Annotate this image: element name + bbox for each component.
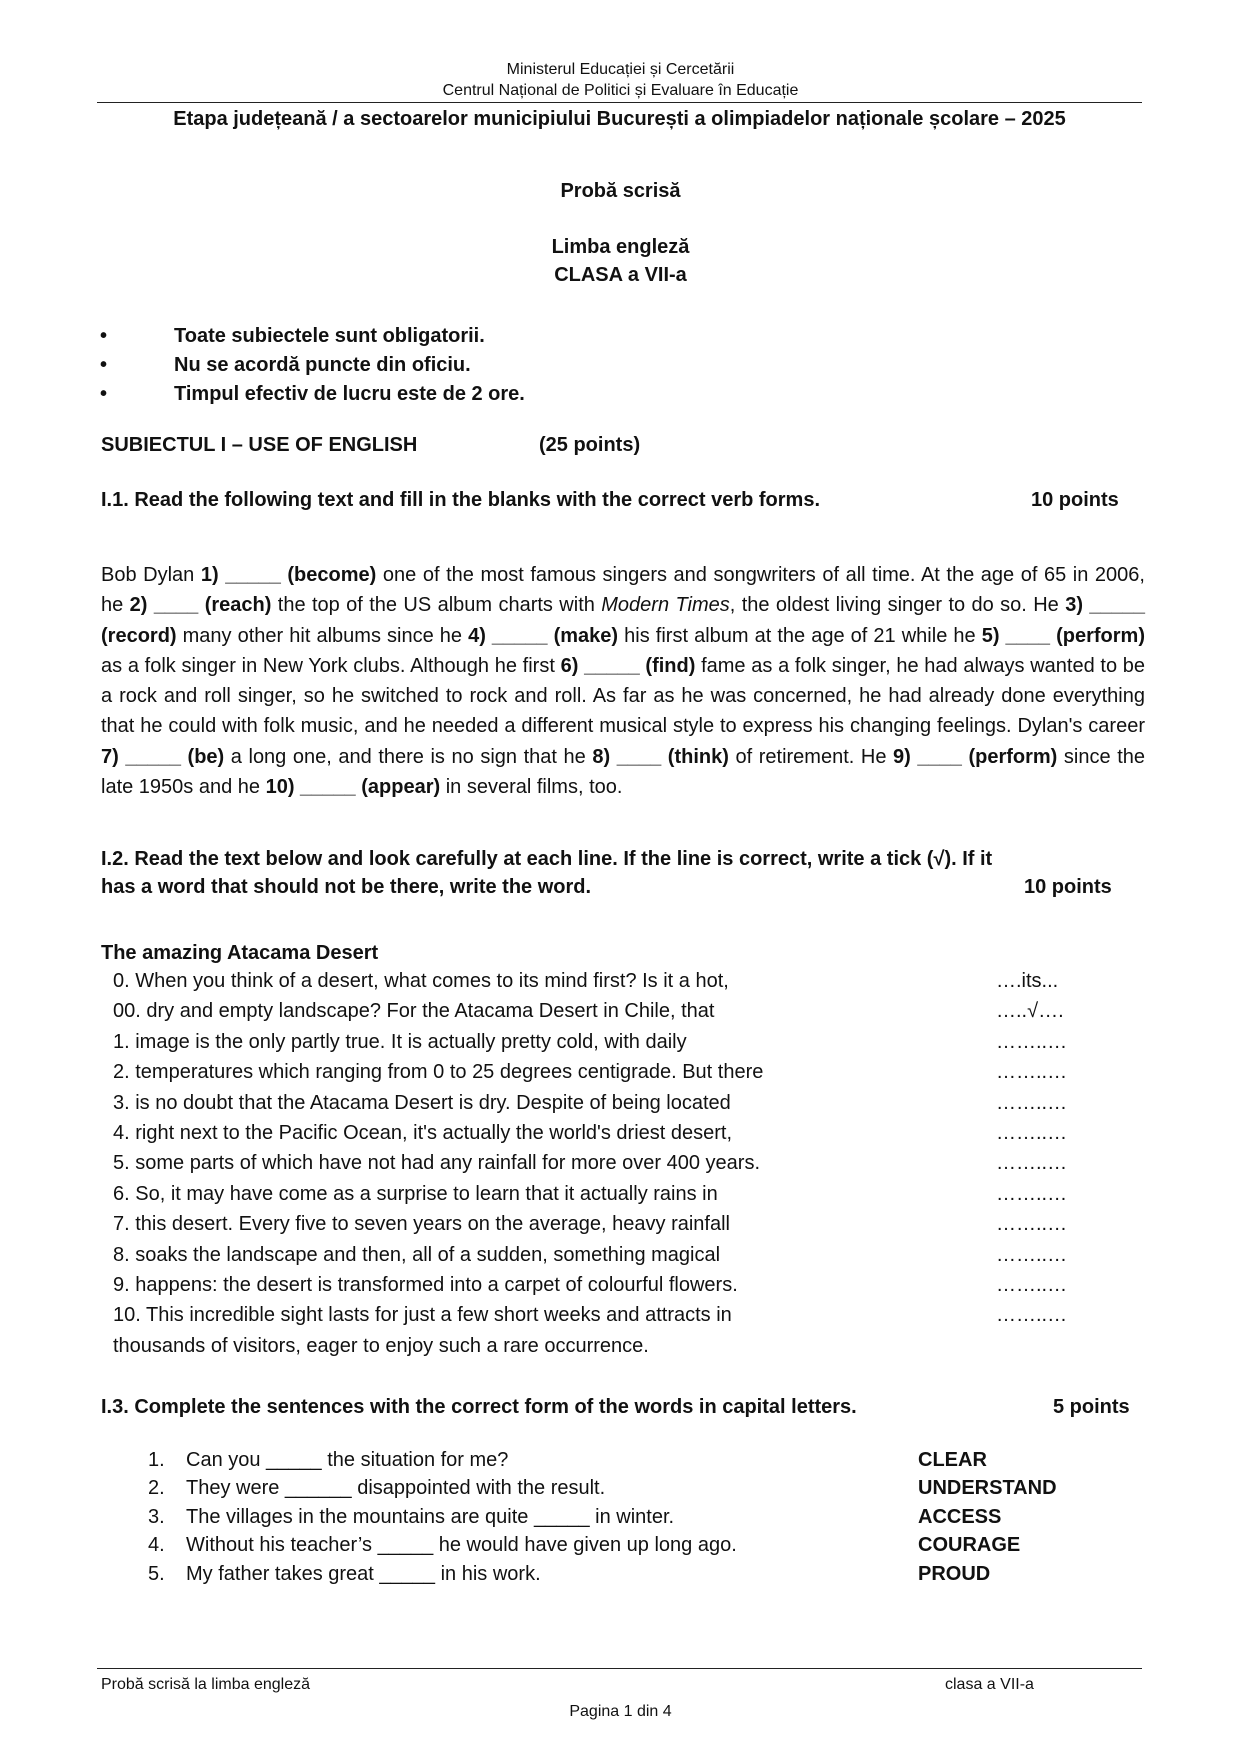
verb-blank[interactable]: 5) ____ (perform) xyxy=(981,624,1146,647)
text-line: 00. dry and empty landscape? For the Atacama Desert in Chile, that …..√…. xyxy=(113,996,1093,1026)
keyword: CLEAR xyxy=(918,1449,987,1471)
verb-blank[interactable]: 10) _____ (appear) xyxy=(265,776,441,799)
ex1-instruction: I.1. Read the following text and fill in the blanks with the correct verb forms. xyxy=(101,489,821,511)
verb-blank[interactable]: 2) ____ (reach) xyxy=(129,594,272,617)
text-segment: his first album at the age of 21 while he xyxy=(618,624,982,647)
text-line: 9. happens: the desert is transformed into a carpet of colourful flowers. ……..… xyxy=(113,1270,1093,1300)
bullet-icon: • xyxy=(100,354,108,376)
ex2-points: 10 points xyxy=(1024,876,1112,898)
ex3-points: 5 points xyxy=(1053,1396,1130,1418)
verb-blank[interactable]: 1) _____ (become) xyxy=(200,564,377,586)
answer-field[interactable]: ……..… xyxy=(996,1061,1068,1084)
sentence-item: 5. My father takes great _____ in his work. PROUD xyxy=(148,1560,1078,1588)
text-segment: in several films, too. xyxy=(440,776,623,799)
answer-field[interactable]: ……..… xyxy=(996,1121,1068,1144)
ex2-instruction-line2: has a word that should not be there, write the word. xyxy=(101,876,592,898)
footer-right: clasa a VII-a xyxy=(945,1676,1034,1693)
answer-field[interactable]: ……..… xyxy=(996,1273,1068,1296)
sentence-item: 2. They were ______ disappointed with the result. UNDERSTAND xyxy=(148,1474,1078,1502)
answer-field[interactable]: ……..… xyxy=(996,1152,1068,1175)
exam-type: Probă scrisă xyxy=(560,180,681,202)
instruction-item: • Timpul efectiv de lucru este de 2 ore. xyxy=(100,383,525,405)
ex2-title: The amazing Atacama Desert xyxy=(101,942,379,964)
text-line-continuation: thousands of visitors, eager to enjoy such a rare occurrence. xyxy=(113,1334,649,1357)
text-line: 1. image is the only partly true. It is actually pretty cold, with daily ……..… xyxy=(113,1027,1093,1057)
keyword: COURAGE xyxy=(918,1534,1021,1557)
section-points: (25 points) xyxy=(539,434,641,456)
text-line: 10. This incredible sight lasts for just a few short weeks and attracts in ……..… xyxy=(113,1300,1093,1330)
ex1-text xyxy=(101,560,1145,802)
answer-field[interactable]: ……..… xyxy=(996,1243,1068,1266)
page-number: Pagina 1 din 4 xyxy=(569,1703,672,1720)
center-header: Centrul Național de Politici și Evaluare în Educație xyxy=(442,82,799,99)
ex1-points: 10 points xyxy=(1031,489,1119,511)
ex2-lines xyxy=(113,966,1093,1361)
ex3-sentences xyxy=(148,1446,1078,1588)
text-segment: one of the most famous singers and songwriters of all time. At the age of 65 in 2006, he xyxy=(101,564,1145,617)
footer-left: Probă scrisă la limba engleză xyxy=(101,1676,310,1693)
section-title: SUBIECTUL I – USE OF ENGLISH xyxy=(101,434,418,456)
verb-blank[interactable]: 9) ____ (perform) xyxy=(893,745,1058,768)
instruction-item: • Nu se acordă puncte din oficiu. xyxy=(100,354,471,376)
text-segment: fame as a folk singer, he had always wanted to be a rock and roll singer, so he switched to rock and roll. As far as he was concerned, he had already done everything that he could with folk music, and he needed a different musical style to express his changing feelings. Dylan's career xyxy=(101,654,1146,738)
bullet-icon: • xyxy=(100,325,108,347)
text-segment: the top of the US album charts with xyxy=(271,594,602,617)
verb-blank[interactable]: 8) ____ (think) xyxy=(592,745,729,768)
text-line: 2. temperatures which ranging from 0 to 25 degrees centigrade. But there ……..… xyxy=(113,1057,1093,1087)
sentence-item: 3. The villages in the mountains are quite _____ in winter. ACCESS xyxy=(148,1503,1078,1531)
italic-title: Modern Times xyxy=(601,594,730,617)
verb-blank[interactable]: 3) _____ (record) xyxy=(101,594,1145,647)
bullet-icon: • xyxy=(100,383,108,405)
footer-divider xyxy=(97,1668,1142,1669)
keyword: UNDERSTAND xyxy=(918,1477,1057,1500)
text-segment: , the oldest living singer to do so. He xyxy=(729,594,1066,617)
text-segment: Bob Dylan xyxy=(101,564,201,586)
sentence-item: 4. Without his teacher’s _____ he would have given up long ago. COURAGE xyxy=(148,1531,1078,1559)
text-segment: since the late 1950s and he xyxy=(101,745,1146,799)
answer-field[interactable]: ……..… xyxy=(996,1091,1068,1114)
text-segment: many other hit albums since he xyxy=(176,624,469,647)
verb-blank[interactable]: 4) _____ (make) xyxy=(468,624,619,647)
competition-title: Etapa județeană / a sectoarelor municipiului București a olimpiadelor naționale școlare – 2025 xyxy=(173,108,1066,130)
text-line: 5. some parts of which have not had any rainfall for more over 400 years. ……..… xyxy=(113,1148,1093,1178)
answer-field[interactable]: ……..… xyxy=(996,1030,1068,1053)
exam-subject: Limba engleză xyxy=(551,236,690,258)
ex2-instruction-line1: I.2. Read the text below and look carefully at each line. If the line is correct, write a tick (√). If it xyxy=(101,848,993,870)
answer-field[interactable]: ……..… xyxy=(996,1304,1068,1327)
exam-grade: CLASA a VII-a xyxy=(554,264,687,286)
ex3-instruction: I.3. Complete the sentences with the correct form of the words in capital letters. xyxy=(101,1396,857,1418)
answer-field[interactable]: ……..… xyxy=(996,1213,1068,1236)
instructions-list xyxy=(100,322,525,409)
answer-field[interactable]: …..√…. xyxy=(996,1000,1064,1023)
text-line: 4. right next to the Pacific Ocean, it's actually the world's driest desert, ……..… xyxy=(113,1118,1093,1148)
text-line: 0. When you think of a desert, what comes to its mind first? Is it a hot, ….its... xyxy=(113,966,1093,996)
text-line: 8. soaks the landscape and then, all of a sudden, something magical ……..… xyxy=(113,1240,1093,1270)
keyword: PROUD xyxy=(918,1562,991,1585)
text-segment: as a folk singer in New York clubs. Although he first xyxy=(101,654,561,677)
text-line: 7. this desert. Every five to seven years on the average, heavy rainfall ……..… xyxy=(113,1209,1093,1239)
answer-field[interactable]: ….its... xyxy=(996,970,1059,992)
header-divider xyxy=(97,102,1142,103)
instruction-item: • Toate subiectele sunt obligatorii. xyxy=(100,325,485,347)
text-line: 3. is no doubt that the Atacama Desert is dry. Despite of being located ……..… xyxy=(113,1088,1093,1118)
text-segment: a long one, and there is no sign that he xyxy=(224,745,593,768)
ministry-header: Ministerul Educației și Cercetării xyxy=(506,61,735,78)
answer-field[interactable]: ……..… xyxy=(996,1182,1068,1205)
keyword: ACCESS xyxy=(918,1505,1002,1528)
sentence-item: 1. Can you _____ the situation for me? CLEAR xyxy=(148,1446,1078,1474)
text-segment: of retirement. He xyxy=(728,745,894,768)
verb-blank[interactable]: 6) _____ (find) xyxy=(560,654,696,677)
text-line: 6. So, it may have come as a surprise to learn that it actually rains in ……..… xyxy=(113,1179,1093,1209)
verb-blank[interactable]: 7) _____ (be) xyxy=(101,745,225,768)
